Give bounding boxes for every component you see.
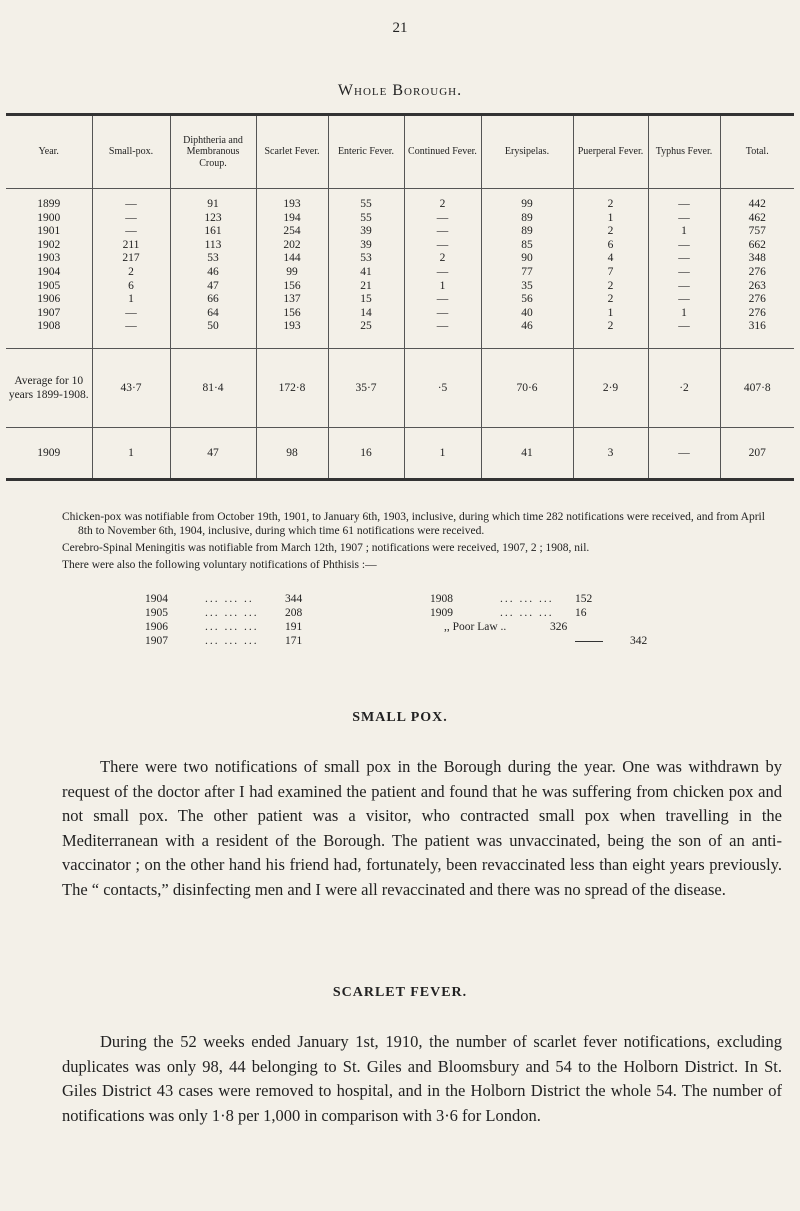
table-cell: — [648, 320, 720, 348]
table-cell: 41 [481, 427, 573, 479]
table-cell: 348 [720, 252, 794, 266]
table-cell: 39 [328, 239, 404, 253]
phthisis-value: 344 [285, 593, 303, 605]
column-header: Continued Fever. [404, 115, 481, 189]
table-cell: 91 [170, 189, 256, 212]
table-cell: 99 [481, 189, 573, 212]
table-cell: 64 [170, 307, 256, 321]
table-cell: 70·6 [481, 348, 573, 427]
table-cell: 15 [328, 293, 404, 307]
table-cell: 2·9 [573, 348, 648, 427]
table-row [6, 293, 794, 307]
table-cell: — [648, 212, 720, 226]
table-cell: 2 [573, 280, 648, 294]
table-cell: — [404, 307, 481, 321]
table-cell: — [92, 189, 170, 212]
table-cell: 137 [256, 293, 328, 307]
table-cell: ·2 [648, 348, 720, 427]
table-cell: 2 [404, 252, 481, 266]
table-cell: ·5 [404, 348, 481, 427]
table-cell: 39 [328, 225, 404, 239]
table-cell: 21 [328, 280, 404, 294]
phthisis-list [145, 592, 670, 648]
small-pox-paragraph: There were two notifications of small pox in the Borough during the year. One was withdrawn by request of the doctor after I had examined the patient and found that he was suffering from chicken pox and not small pox. The other patient was a visitor, who contracted small pox when travelling in the Mediterranean with a resident of the Borough. The patient was unvaccinated, being the son of an anti-vaccinator ; on the other hand his friend had, fortunately, been revaccinated less than eight years previously. The “ contacts,” disinfecting men and I were all revaccinated and there was no spread of the disease. [62, 757, 782, 899]
leader-dots: ... ... .. [205, 593, 254, 605]
table-cell: 55 [328, 189, 404, 212]
phthisis-year: 1906 [145, 621, 168, 633]
table-cell: 1 [92, 427, 170, 479]
table-cell: 276 [720, 266, 794, 280]
table-cell: 98 [256, 427, 328, 479]
table-row [6, 280, 794, 294]
table-cell: — [648, 280, 720, 294]
table-row [6, 212, 794, 226]
table-cell: 6 [573, 239, 648, 253]
table-row [6, 252, 794, 266]
year-cell: 1900 [37, 211, 61, 224]
table-cell: — [404, 266, 481, 280]
table-cell: 35·7 [328, 348, 404, 427]
scarlet-fever-heading: SCARLET FEVER. [332, 985, 468, 1000]
table-cell: 7 [573, 266, 648, 280]
leader-dots: ... ... ... [205, 621, 259, 633]
phthisis-year: 1908 [430, 593, 453, 605]
table-cell: 47 [170, 427, 256, 479]
table-cell: 16 [328, 427, 404, 479]
notifications-table [6, 113, 794, 481]
table-title: Whole Borough. [337, 82, 463, 99]
small-pox-heading: SMALL POX. [352, 710, 448, 725]
table-cell: 40 [481, 307, 573, 321]
table-cell: — [92, 307, 170, 321]
phthisis-row [145, 634, 670, 648]
table-cell: — [404, 293, 481, 307]
page-number: 21 [392, 20, 408, 36]
year-cell: 1901 [37, 225, 61, 238]
year-cell: 1908 [37, 320, 61, 333]
table-cell: 1 [404, 280, 481, 294]
table-row [6, 307, 794, 321]
phthisis-row [145, 620, 670, 634]
table-row [6, 320, 794, 348]
year-cell: 1903 [37, 252, 61, 265]
table-cell: 161 [170, 225, 256, 239]
table-cell: 207 [720, 427, 794, 479]
year-cell: 1905 [37, 279, 61, 292]
phthisis-total: 342 [630, 635, 648, 647]
average-row [6, 348, 794, 427]
phthisis-value: 191 [285, 621, 303, 633]
table-cell: 276 [720, 307, 794, 321]
table-cell: 43·7 [92, 348, 170, 427]
table-cell: 1 [573, 307, 648, 321]
column-header: Small-pox. [92, 115, 170, 189]
table-cell: 66 [170, 293, 256, 307]
table-cell: 2 [92, 266, 170, 280]
table-cell: 156 [256, 307, 328, 321]
phthisis-value: 326 [550, 621, 568, 633]
table-cell: 462 [720, 212, 794, 226]
column-header: Enteric Fever. [328, 115, 404, 189]
table-cell: 254 [256, 225, 328, 239]
table-cell: — [404, 320, 481, 348]
table-cell: — [92, 212, 170, 226]
leader-dots: ... ... ... [205, 635, 259, 647]
table-cell: 1 [648, 307, 720, 321]
phthisis-value: 16 [575, 607, 587, 619]
table-cell: 194 [256, 212, 328, 226]
year-cell: 1904 [37, 265, 61, 278]
table-cell: 56 [481, 293, 573, 307]
scarlet-fever-paragraph: During the 52 weeks ended January 1st, 1910, the number of scarlet fever notifications, excluding duplicates was only 98, 44 belonging to St. Giles and Bloomsbury and 54 to the Holborn District. In St. Giles District 43 cases were removed to hospital, and in the Holborn District the whole 54. The number of notifications was only 1·8 per 1,000 in comparison with 3·6 for London. [62, 1032, 782, 1125]
table-cell: 1 [573, 212, 648, 226]
table-cell: 2 [573, 189, 648, 212]
table-cell: 46 [170, 266, 256, 280]
table-row [6, 225, 794, 239]
leader-dots: ... ... ... [500, 593, 554, 605]
table-cell: 81·4 [170, 348, 256, 427]
table-cell: 1 [648, 225, 720, 239]
total-rule [575, 641, 603, 642]
phthisis-row [145, 606, 670, 620]
table-cell: 757 [720, 225, 794, 239]
table-cell: — [404, 225, 481, 239]
table-cell: 85 [481, 239, 573, 253]
table-cell: — [648, 252, 720, 266]
table-cell: 2 [573, 293, 648, 307]
phthisis-value: 208 [285, 607, 303, 619]
phthisis-year: 1909 [430, 607, 453, 619]
table-cell: 50 [170, 320, 256, 348]
table-cell: 6 [92, 280, 170, 294]
table-row [6, 189, 794, 212]
column-header: Diphtheria and Membranous Croup. [170, 115, 256, 189]
column-header: Puerperal Fever. [573, 115, 648, 189]
table-cell: 46 [481, 320, 573, 348]
table-cell: 442 [720, 189, 794, 212]
table-cell: 193 [256, 320, 328, 348]
column-header: Year. [6, 115, 92, 189]
table-cell: 407·8 [720, 348, 794, 427]
table-cell: — [648, 239, 720, 253]
phthisis-year: 1905 [145, 607, 168, 619]
table-cell: 193 [256, 189, 328, 212]
table-cell: — [404, 212, 481, 226]
table-cell: 662 [720, 239, 794, 253]
table-cell: 211 [92, 239, 170, 253]
table-cell: 90 [481, 252, 573, 266]
table-cell: 2 [573, 320, 648, 348]
table-row [6, 239, 794, 253]
table-cell: 3 [573, 427, 648, 479]
average-label: Average for 10 years 1899-1908. [6, 348, 92, 427]
phthisis-row [145, 592, 670, 606]
table-cell: 14 [328, 307, 404, 321]
table-cell: 217 [92, 252, 170, 266]
table-cell: 276 [720, 293, 794, 307]
phthisis-year: ,, Poor Law .. [444, 621, 507, 633]
year-cell: 1907 [37, 306, 61, 319]
note-phthisis: There were also the following voluntary notifications of Phthisis :— [62, 559, 377, 571]
phthisis-year: 1907 [145, 635, 168, 647]
table-cell: — [92, 225, 170, 239]
note-chicken-pox: Chicken-pox was notifiable from October 19th, 1901, to January 6th, 1903, inclusive, during which time 282 notifications were received, and from April 8th to November 6th, 1904, inclusive, during which time 61 notifications were received. [62, 511, 765, 537]
leader-dots: ... ... ... [205, 607, 259, 619]
table-cell: 113 [170, 239, 256, 253]
table-cell: 99 [256, 266, 328, 280]
table-cell: 316 [720, 320, 794, 348]
table-cell: — [648, 427, 720, 479]
table-cell: 123 [170, 212, 256, 226]
note-meningitis: Cerebro-Spinal Meningitis was notifiable from March 12th, 1907 ; notifications were received, 1907, 2 ; 1908, nil. [62, 542, 590, 554]
table-notes [62, 510, 782, 575]
column-header: Typhus Fever. [648, 115, 720, 189]
year-cell: 1902 [37, 238, 61, 251]
table-cell: 89 [481, 212, 573, 226]
table-cell: 2 [404, 189, 481, 212]
table-cell: — [648, 266, 720, 280]
table-cell: 263 [720, 280, 794, 294]
table-cell: 2 [573, 225, 648, 239]
table-cell: 41 [328, 266, 404, 280]
table-cell: 25 [328, 320, 404, 348]
year-cell: 1906 [37, 293, 61, 306]
table-cell: 156 [256, 280, 328, 294]
table-cell: 1909 [6, 427, 92, 479]
column-header: Scarlet Fever. [256, 115, 328, 189]
table-cell: 144 [256, 252, 328, 266]
phthisis-value: 171 [285, 635, 303, 647]
table-cell: 4 [573, 252, 648, 266]
table-cell: 1 [404, 427, 481, 479]
table-cell: 47 [170, 280, 256, 294]
column-header: Total. [720, 115, 794, 189]
table-cell: — [404, 239, 481, 253]
year-cell: 1899 [37, 198, 61, 210]
table-cell: 77 [481, 266, 573, 280]
leader-dots: ... ... ... [500, 607, 554, 619]
table-cell: 35 [481, 280, 573, 294]
table-cell: 172·8 [256, 348, 328, 427]
table-cell: 53 [170, 252, 256, 266]
table-cell: 89 [481, 225, 573, 239]
table-cell: — [92, 320, 170, 348]
phthisis-year: 1904 [145, 593, 168, 605]
table-cell: 53 [328, 252, 404, 266]
year-rows [6, 189, 794, 349]
table-header-row [6, 115, 794, 189]
column-header: Erysipelas. [481, 115, 573, 189]
year-1909-row [6, 427, 794, 479]
table-cell: 202 [256, 239, 328, 253]
table-cell: — [648, 293, 720, 307]
table-cell: 55 [328, 212, 404, 226]
table-row [6, 266, 794, 280]
table-cell: 1 [92, 293, 170, 307]
phthisis-value: 152 [575, 593, 593, 605]
table-cell: — [648, 189, 720, 212]
